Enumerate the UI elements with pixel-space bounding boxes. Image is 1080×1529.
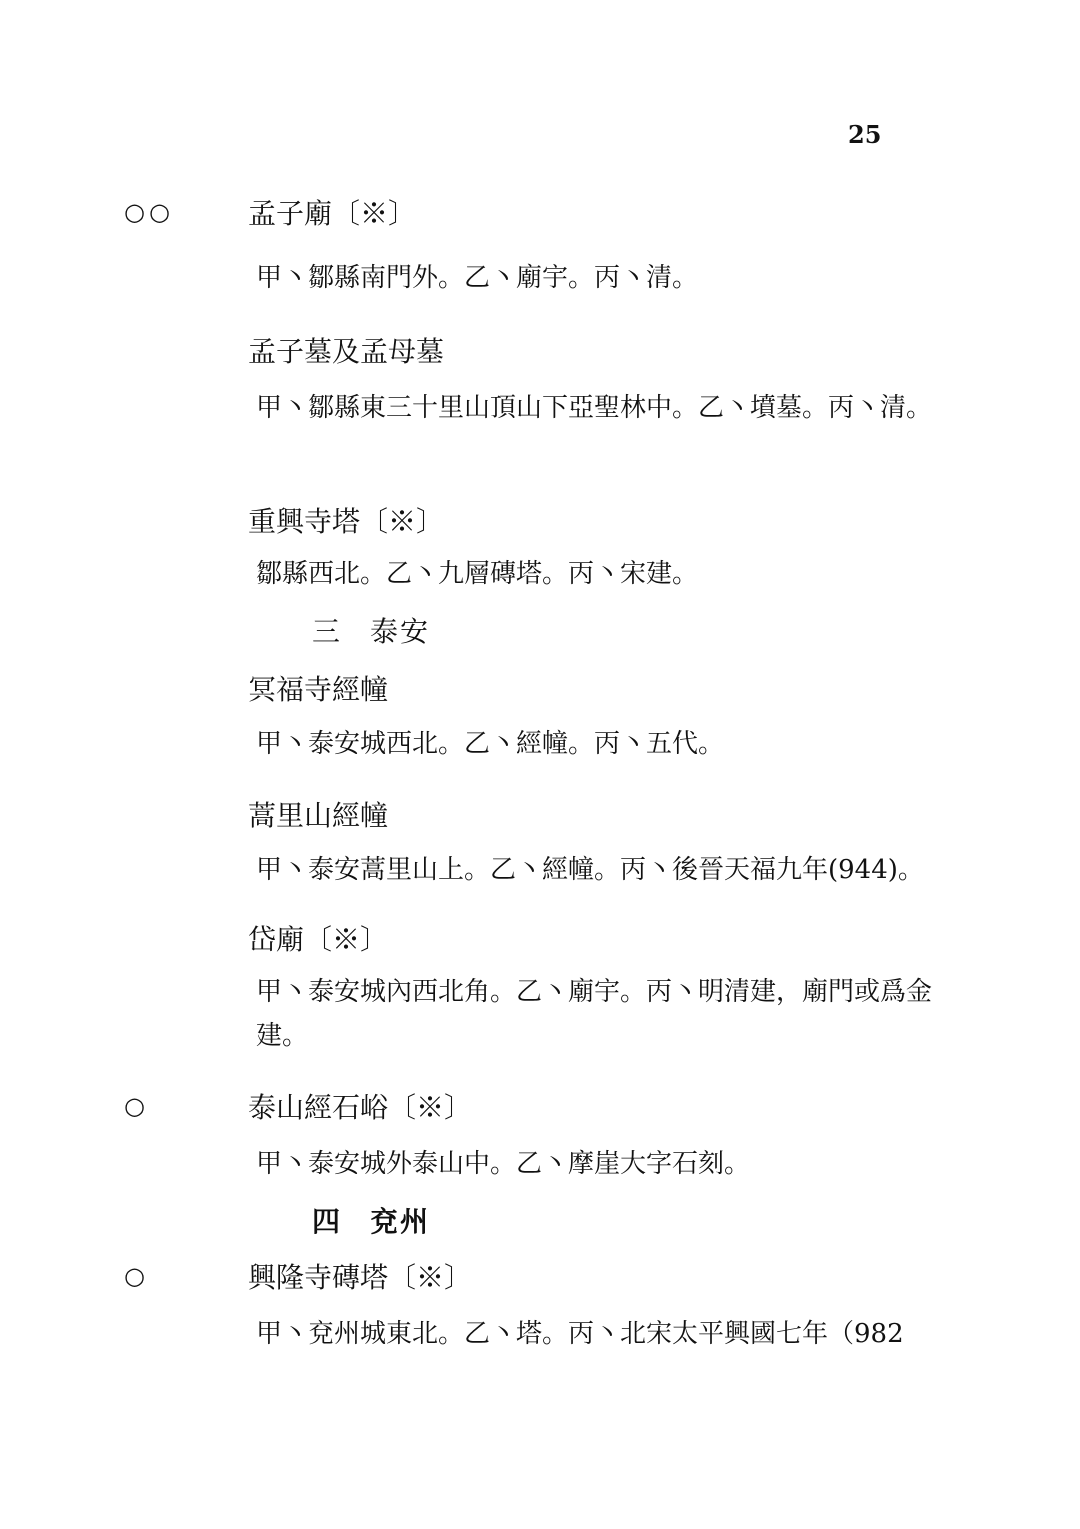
- section-heading-yanzhou: [312, 1200, 430, 1240]
- entry-title: 冥福寺經幢: [248, 673, 389, 706]
- entry-description: 甲丶鄒縣東三十里山頂山下亞聖林中。乙丶墳墓。丙丶清。: [256, 393, 933, 423]
- entry-title: 興隆寺磚塔〔※〕: [248, 1261, 473, 1294]
- entry-description: 甲丶兗州城東北。乙丶塔。丙丶北宋太平興國七年（982: [256, 1319, 904, 1349]
- section-number: 四: [312, 1205, 343, 1238]
- entry-description: 甲丶泰安城內西北角。乙丶廟宇。丙丶明清建，廟門或爲金建。: [256, 977, 933, 1051]
- importance-marker: ○: [124, 1092, 149, 1120]
- entry-title: 泰山經石峪〔※〕: [248, 1091, 473, 1124]
- page-number: 25: [848, 120, 882, 149]
- entry-title: 重興寺塔〔※〕: [248, 505, 445, 538]
- entry-description: 甲丶泰安蒿里山上。乙丶經幢。丙丶後晉天福九年(944)。: [256, 855, 924, 885]
- section-name: 兗州: [370, 1205, 431, 1238]
- entry-title: 孟子墓及孟母墓: [248, 335, 445, 368]
- entry-title: 孟子廟〔※〕: [248, 197, 417, 230]
- entry-description: 鄒縣西北。乙丶九層磚塔。丙丶宋建。: [256, 559, 699, 589]
- importance-marker: ○○: [124, 198, 174, 226]
- section-heading-taian: [312, 610, 430, 650]
- entry-description: 甲丶泰安城外泰山中。乙丶摩崖大字石刻。: [256, 1149, 751, 1179]
- entry-title: 岱廟〔※〕: [248, 923, 389, 956]
- section-number: 三: [312, 615, 343, 648]
- entry-description: 甲丶鄒縣南門外。乙丶廟宇。丙丶清。: [256, 263, 699, 293]
- entry-title: 蒿里山經幢: [248, 799, 389, 832]
- importance-marker: ○: [124, 1262, 149, 1290]
- entry-description: 甲丶泰安城西北。乙丶經幢。丙丶五代。: [256, 729, 725, 759]
- section-name: 泰安: [370, 615, 431, 648]
